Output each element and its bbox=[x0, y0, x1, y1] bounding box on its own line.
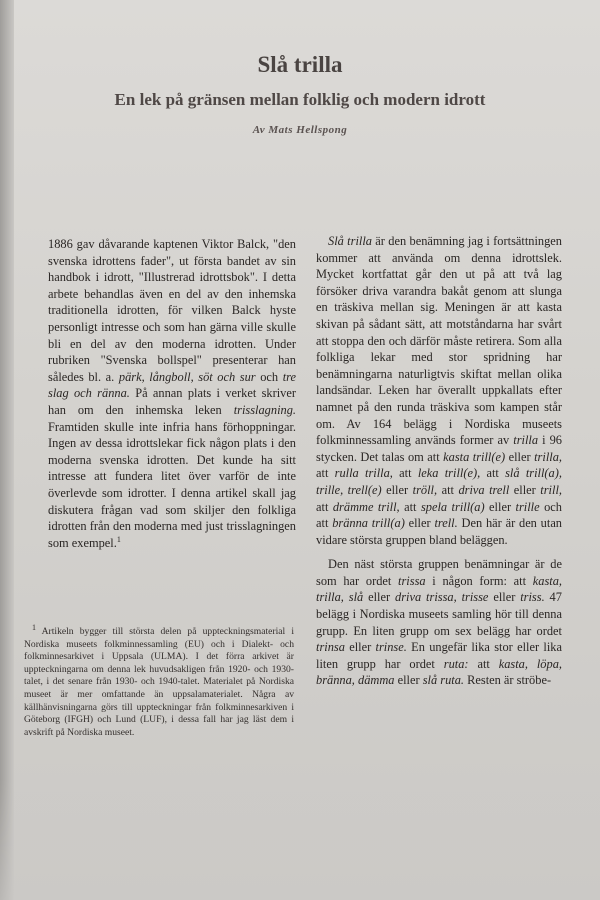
article-title: Slå trilla bbox=[257, 52, 343, 77]
text-run: eller bbox=[404, 516, 435, 531]
footnote-mark: 1 bbox=[32, 622, 36, 632]
right-column bbox=[316, 233, 562, 697]
italic-term: trinse. bbox=[375, 640, 407, 655]
italic-term: kasta, trilla, slå bbox=[316, 573, 563, 605]
article-author: Av Mats Hellspong bbox=[252, 124, 348, 136]
italic-term: trilla bbox=[513, 433, 539, 448]
photo-shade bbox=[0, 780, 600, 900]
italic-term: trill, bbox=[540, 482, 562, 497]
text-run: eller bbox=[509, 482, 541, 497]
italic-term: triss. bbox=[520, 590, 545, 605]
italic-term: bränna trill(a) bbox=[332, 516, 405, 531]
text-run: eller bbox=[488, 590, 521, 605]
text-run: att bbox=[480, 466, 506, 481]
italic-term: trissa bbox=[398, 573, 426, 588]
right-paragraph-1 bbox=[316, 233, 562, 548]
article-subtitle: En lek på gränsen mellan folklig och modern idrott bbox=[114, 90, 486, 109]
italic-term: trille bbox=[515, 499, 540, 514]
italic-term: kasta, löpa, bränna, dämma bbox=[316, 656, 562, 688]
text-run: eller bbox=[484, 499, 516, 514]
italic-term: slå ruta. bbox=[422, 673, 465, 688]
left-paragraph-1 bbox=[48, 236, 296, 551]
text-run: På annan plats i verket skriver han om den inhemska leken bbox=[48, 386, 296, 417]
italic-term: drämme trill, bbox=[332, 499, 400, 514]
text-run: i någon form: att bbox=[425, 573, 533, 588]
italic-term: driva trell bbox=[458, 482, 510, 497]
text-run: En ungefär lika stor eller lika liten grupp har ordet bbox=[316, 640, 562, 671]
text-run: eller bbox=[363, 590, 396, 605]
italic-term: kasta trill(e) bbox=[443, 449, 506, 464]
footnote-text: Artikeln bygger till största delen på uppteckningsmaterial i Nordiska museets folkminnessamling (EU) och i Dialekt- och folkminnesarkivet i Uppsala (ULMA). I det förra arkivet är uppteckningarna om denna lek huvudsakligen från 1920- och 1930-talet, i det senare från 1930- och 1940-talet. Materialet på Nordiska museet är mer omfattande än uppsalamaterialet. Några av källhänvisningarna görs till uppteckningar från folkminnesarkiven i Göteborg (IFGH) och Lund (LUF), i dessa fall har jag läst dem i avskrift på Nordiska museet. bbox=[24, 626, 294, 738]
left-column bbox=[48, 236, 296, 559]
footnote bbox=[24, 622, 294, 739]
text-run: att bbox=[316, 466, 335, 481]
text-run: Den näst största gruppen benämningar är de som har ordet bbox=[316, 557, 562, 588]
text-run: är den benämning jag i fortsättningen kommer att använda om denna idrottslek. Mycket kortfattat går den ut på att två lag försöker driva varandra bakåt genom att slunga en träskiva mellan sig. Meningen är att kasta skivan på sådant sätt, att motståndarna har svårt att stoppa den och därför måste retirera. Som alla folkliga lekar med stor spridning har benämningarna naturligtvis skiftat mellan olika landsändar. Leken har överallt uppkallats efter namnet på den runda träskiva som kampen står om. Av 164 belägg i Nordiska museets folkminnessamling används former av bbox=[316, 234, 562, 448]
italic-term: tre slag och ränna. bbox=[48, 369, 296, 401]
text-run: att bbox=[392, 466, 418, 481]
text-run: och bbox=[255, 369, 283, 384]
italic-term: tröll, bbox=[412, 482, 438, 497]
text-run: eller bbox=[394, 673, 423, 688]
italic-term: trell. bbox=[434, 516, 458, 531]
text-run: och att bbox=[316, 499, 562, 531]
text-run: att bbox=[468, 656, 499, 671]
italic-term: ruta: bbox=[443, 656, 469, 671]
text-run: 47 belägg i Nordiska museets samling hör till denna grupp. En liten grupp om sex belägg har ordet bbox=[316, 590, 562, 638]
text-run: Resten är ströbe- bbox=[464, 673, 552, 688]
italic-term: trilla, bbox=[534, 449, 562, 464]
italic-term: Slå trilla bbox=[328, 234, 372, 248]
text-run: i 96 stycken. Det talas om att bbox=[316, 433, 563, 464]
footnote-ref: 1 bbox=[116, 534, 121, 544]
text-run: 1886 gav dåvarande kaptenen Viktor Balck, "den svenska idrottens fader", ut första bandet av sin handbok i idrott, "Illustrerad idrottsbok". I detta arbete behandlas även en del av den inhemska traditionella idrotten, för vilken Balck hyste personligt intresse och som han gärna ville skulle bli en del av den moderna idrotten. Under rubriken "Svenska bollspel" presenterar han således bl. a. bbox=[48, 237, 296, 384]
text-run: eller bbox=[505, 449, 535, 464]
italic-term: trisslagning. bbox=[233, 402, 296, 417]
text-run: Den här är den utan vidare största gruppen bland beläggen. bbox=[316, 516, 563, 547]
text-run: eller bbox=[344, 640, 376, 655]
italic-term: pärk, långboll, söt och sur bbox=[118, 369, 256, 384]
italic-term: rulla trilla, bbox=[334, 466, 393, 481]
italic-term: driva trissa, trisse bbox=[395, 590, 489, 605]
text-run: att bbox=[316, 499, 333, 514]
italic-term: leka trill(e), bbox=[417, 466, 481, 481]
italic-term: spela trill(a) bbox=[420, 499, 485, 514]
right-paragraph-2 bbox=[316, 556, 562, 689]
text-run: Framtiden skulle inte infria hans förhoppningar. Ingen av dessa idrottslekar fick någon plats i den moderna svenska idrotten. Det kunde ha sitt intresse att fundera litet över varför de inte överlevde som idrotter. I denna artikel skall jag diskutera frågan vad som skiljer den folkliga idrotten från den moderna med just trisslagningen som exempel. bbox=[48, 419, 296, 550]
text-run: att bbox=[399, 499, 421, 514]
italic-term: trinsa bbox=[316, 640, 345, 655]
text-run: att bbox=[437, 482, 459, 497]
italic-term: slå trill(a), trille, trell(e) bbox=[316, 466, 562, 497]
text-run: eller bbox=[381, 482, 413, 497]
